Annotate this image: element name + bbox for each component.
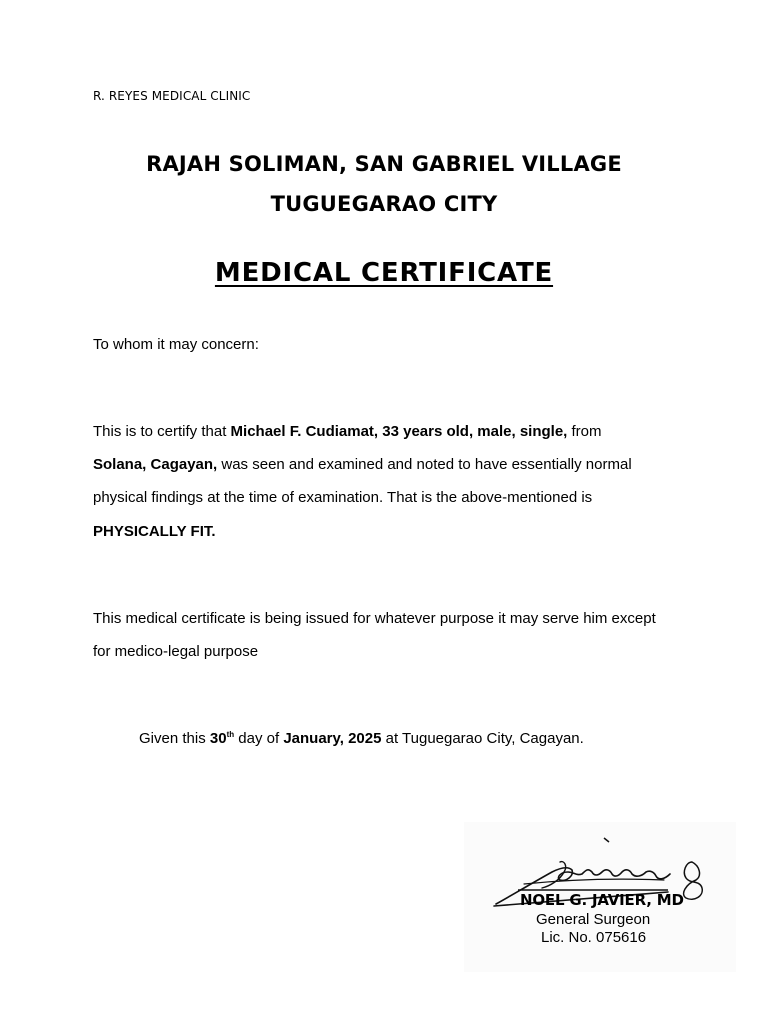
given-line: [139, 730, 584, 747]
patient-details: Michael F. Cudiamat, 33 years old, male, single,: [230, 423, 568, 440]
clinic-name: R. REYES MEDICAL CLINIC: [93, 89, 251, 103]
patient-address: Solana, Cagayan,: [93, 456, 218, 473]
certification-line1: [93, 423, 602, 440]
salutation: To whom it may concern:: [93, 336, 259, 353]
given-suffix: at Tuguegarao City, Cagayan.: [381, 730, 584, 747]
signatory-role: General Surgeon: [536, 911, 651, 928]
certification-prefix: This is to certify that: [93, 423, 231, 440]
signatory-license: Lic. No. 075616: [541, 929, 647, 946]
given-prefix: Given this: [139, 730, 210, 747]
certification-line3: physical findings at the time of examination. That is the above-mentioned is: [93, 489, 593, 506]
fitness-status-text: PHYSICALLY FIT.: [93, 523, 216, 540]
certification-line1-suffix: from: [567, 423, 602, 440]
purpose-line2: for medico-legal purpose: [93, 643, 259, 660]
fitness-status: [93, 523, 216, 540]
given-middle: day of: [234, 730, 284, 747]
signature-block: [464, 822, 736, 972]
certification-line2-suffix: was seen and examined and noted to have essentially normal: [217, 456, 632, 473]
clinic-address-line2: TUGUEGARAO CITY: [270, 192, 498, 216]
document-title: MEDICAL CERTIFICATE: [214, 258, 554, 288]
given-day: 30: [209, 730, 227, 747]
certification-line2: [93, 456, 632, 473]
purpose-line1: This medical certificate is being issued for whatever purpose it may serve him except: [93, 610, 656, 627]
signatory-name: NOEL G. JAVIER, MD: [520, 891, 684, 909]
clinic-address-line1: RAJAH SOLIMAN, SAN GABRIEL VILLAGE: [146, 152, 622, 176]
given-day-suffix: th: [226, 730, 235, 739]
given-month-year: January, 2025: [283, 730, 382, 747]
